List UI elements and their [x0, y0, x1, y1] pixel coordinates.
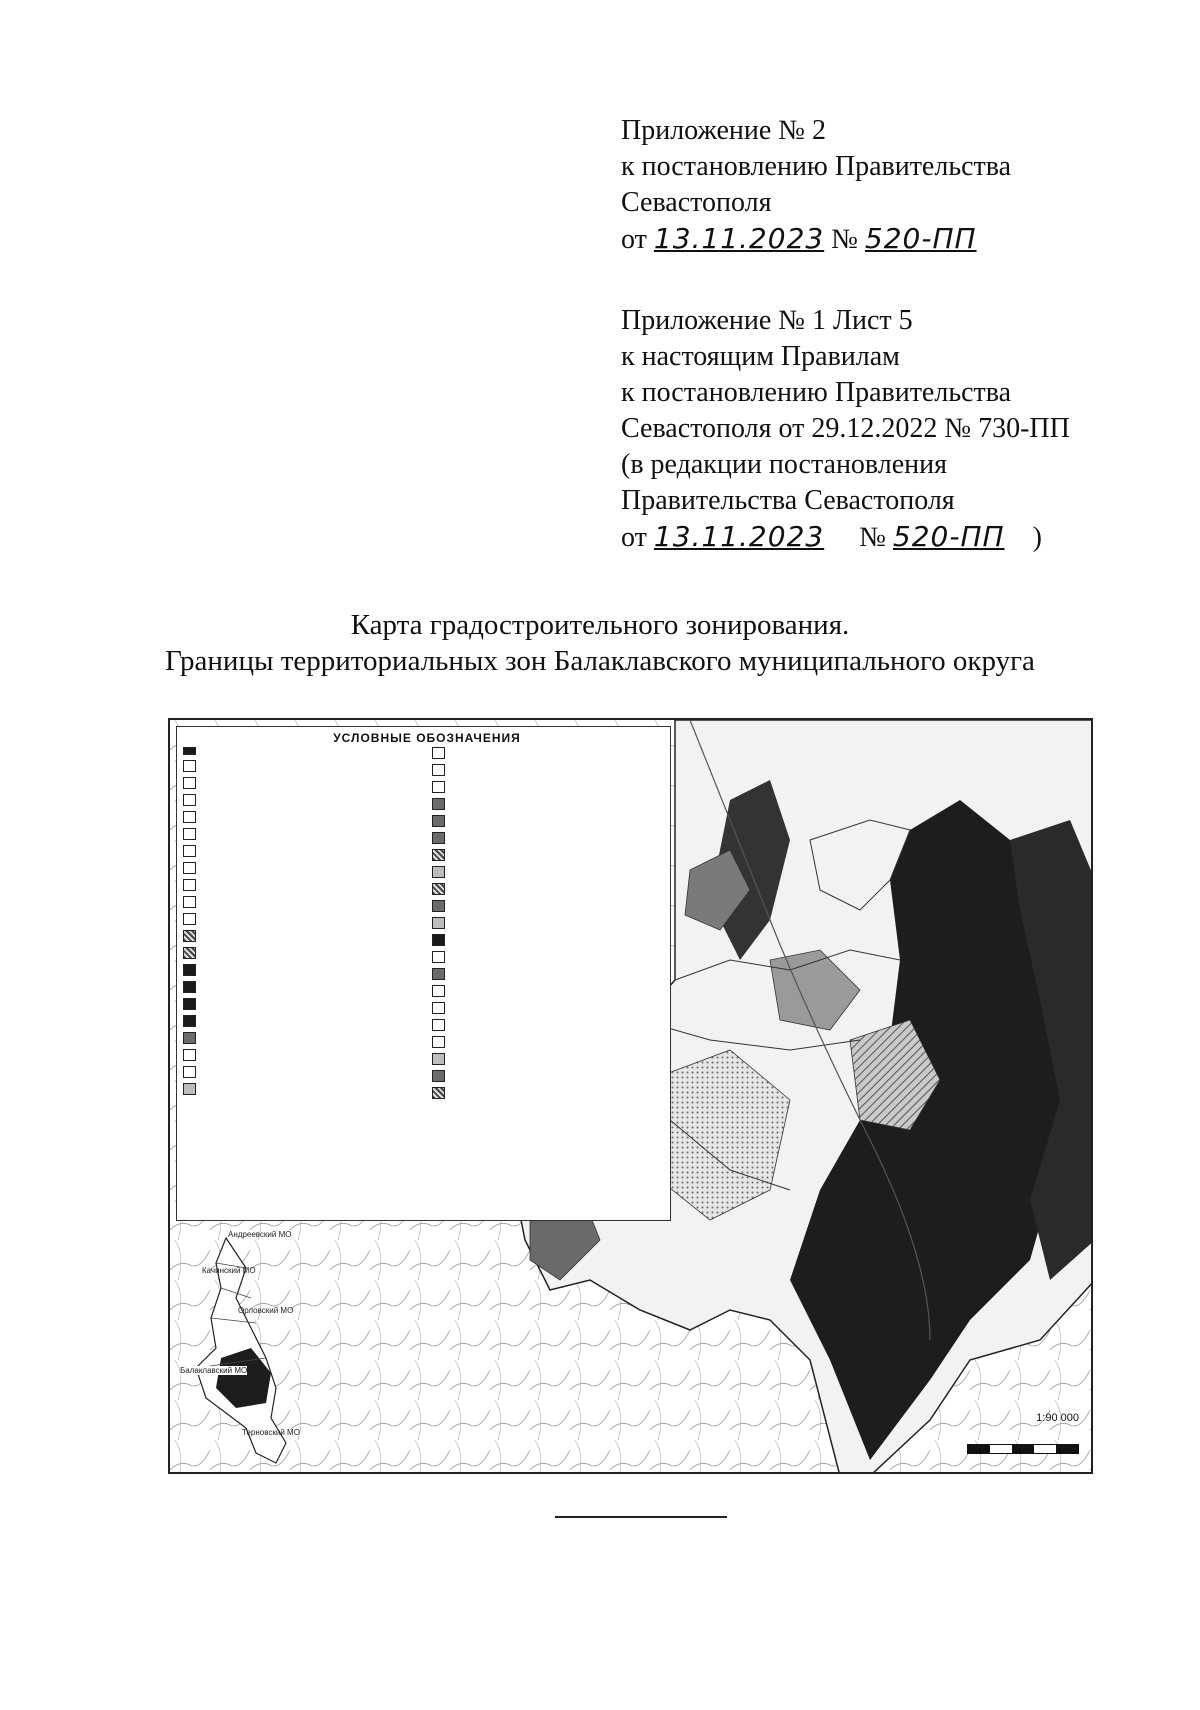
legend-item — [183, 913, 418, 925]
inset-label-orlovsky: Орловский МО — [238, 1306, 294, 1315]
legend-column-right — [432, 747, 667, 1104]
legend-item — [183, 811, 418, 823]
appendix-2-date-line — [621, 221, 1011, 258]
legend-swatch — [183, 998, 196, 1010]
legend-swatch — [432, 985, 445, 997]
appendix-1-header — [621, 303, 1070, 556]
inset-label-balaklavsky: Балаклавский МО — [180, 1366, 248, 1375]
legend-swatch — [183, 1049, 196, 1061]
legend-swatch — [432, 1070, 445, 1082]
appendix-1-line5: (в редакции постановления — [621, 449, 948, 480]
legend-swatch — [432, 900, 445, 912]
scale-bar — [967, 1444, 1079, 1454]
appendix-2-title: Приложение № 2 — [621, 115, 826, 146]
legend-swatch — [183, 828, 196, 840]
appendix-1-line6: Правительства Севастополя — [621, 485, 955, 516]
legend-item — [432, 1053, 667, 1065]
zoning-map — [168, 718, 1093, 1474]
legend-swatch — [183, 862, 196, 874]
legend-swatch — [432, 764, 445, 776]
inset-label-andreevsky: Андреевский МО — [228, 1230, 292, 1239]
legend-swatch — [183, 879, 196, 891]
legend-column-left — [183, 747, 418, 1100]
legend-swatch — [432, 832, 445, 844]
document-title — [0, 607, 1200, 679]
legend-item — [432, 900, 667, 912]
map-legend — [176, 726, 671, 1221]
legend-swatch — [183, 845, 196, 857]
inset-label-ternovsky: Терновский МО — [242, 1428, 300, 1437]
legend-item — [432, 1002, 667, 1014]
handwritten-number: 520-ПП — [864, 222, 977, 255]
end-divider — [555, 1516, 727, 1518]
legend-item — [432, 781, 667, 793]
legend-item — [432, 866, 667, 878]
date-prefix: от — [621, 522, 647, 553]
title-line-2: Границы территориальных зон Балаклавского муниципального округа — [165, 645, 1035, 677]
legend-swatch — [183, 964, 196, 976]
legend-swatch — [183, 981, 196, 993]
legend-item — [432, 968, 667, 980]
legend-item — [183, 964, 418, 976]
legend-item — [183, 1083, 418, 1095]
legend-item — [432, 934, 667, 946]
legend-item — [183, 981, 418, 993]
legend-swatch — [432, 1036, 445, 1048]
legend-item — [183, 1049, 418, 1061]
legend-item — [432, 849, 667, 861]
title-line-1: Карта градостроительного зонирования. — [350, 609, 850, 641]
close-paren: ) — [1032, 522, 1042, 553]
legend-swatch — [183, 777, 196, 789]
legend-item — [432, 798, 667, 810]
legend-item — [183, 1066, 418, 1078]
appendix-1-title: Приложение № 1 Лист 5 — [621, 305, 913, 336]
legend-item — [183, 1015, 418, 1027]
legend-title: УСЛОВНЫЕ ОБОЗНАЧЕНИЯ — [333, 731, 521, 745]
number-sign: № — [831, 224, 858, 255]
legend-item — [432, 764, 667, 776]
legend-swatch — [432, 1019, 445, 1031]
appendix-1-date-line — [621, 519, 1070, 556]
legend-item — [183, 930, 418, 942]
legend-swatch — [432, 934, 445, 946]
legend-item — [432, 985, 667, 997]
legend-swatch — [183, 1032, 196, 1044]
legend-item — [432, 815, 667, 827]
legend-item — [183, 777, 418, 789]
legend-swatch — [183, 913, 196, 925]
legend-item — [183, 1032, 418, 1044]
inset-label-kachinsky: Качинский МО — [202, 1266, 256, 1275]
legend-item — [432, 951, 667, 963]
appendix-1-line2: к настоящим Правилам — [621, 341, 900, 372]
legend-item — [183, 896, 418, 908]
handwritten-date: 13.11.2023 — [653, 222, 825, 255]
legend-swatch — [432, 917, 445, 929]
legend-swatch — [432, 815, 445, 827]
legend-item — [432, 1036, 667, 1048]
scale-ratio: 1:90 000 — [1036, 1412, 1079, 1424]
legend-item — [432, 747, 667, 759]
legend-swatch — [432, 968, 445, 980]
map-scale — [967, 1412, 1079, 1454]
legend-item — [183, 794, 418, 806]
legend-item — [432, 1087, 667, 1099]
legend-item — [183, 998, 418, 1010]
appendix-1-line3: к постановлению Правительства — [621, 377, 1012, 408]
legend-item — [432, 883, 667, 895]
legend-swatch — [432, 1002, 445, 1014]
legend-item — [183, 760, 418, 772]
legend-item — [183, 845, 418, 857]
legend-swatch — [432, 781, 445, 793]
legend-item — [183, 862, 418, 874]
legend-swatch — [183, 1066, 196, 1078]
legend-item — [432, 832, 667, 844]
appendix-2-line2: к постановлению Правительства — [621, 151, 1012, 182]
legend-item — [432, 1019, 667, 1031]
legend-swatch — [183, 947, 196, 959]
legend-swatch — [183, 794, 196, 806]
appendix-2-line3: Севастополя — [621, 187, 772, 218]
legend-swatch — [432, 883, 445, 895]
legend-swatch — [432, 1053, 445, 1065]
legend-swatch — [183, 811, 196, 823]
legend-item — [432, 1070, 667, 1082]
legend-swatch — [432, 1087, 445, 1099]
legend-swatch — [183, 930, 196, 942]
legend-item — [183, 947, 418, 959]
legend-item — [183, 747, 418, 755]
legend-swatch — [432, 747, 445, 759]
legend-swatch — [432, 951, 445, 963]
legend-swatch — [432, 798, 445, 810]
appendix-1-line4: Севастополя от 29.12.2022 № 730-ПП — [621, 413, 1070, 444]
handwritten-number: 520-ПП — [892, 520, 1005, 553]
legend-swatch — [183, 1015, 196, 1027]
number-sign: № — [859, 522, 886, 553]
handwritten-date: 13.11.2023 — [653, 520, 825, 553]
legend-swatch — [183, 896, 196, 908]
legend-swatch — [432, 849, 445, 861]
date-prefix: от — [621, 224, 647, 255]
legend-item — [183, 828, 418, 840]
legend-swatch — [183, 1083, 196, 1095]
legend-item — [432, 917, 667, 929]
appendix-2-header — [621, 113, 1011, 258]
legend-swatch — [183, 760, 196, 772]
legend-swatch — [183, 747, 196, 755]
location-inset-map — [176, 1228, 346, 1468]
legend-item — [183, 879, 418, 891]
legend-swatch — [432, 866, 445, 878]
